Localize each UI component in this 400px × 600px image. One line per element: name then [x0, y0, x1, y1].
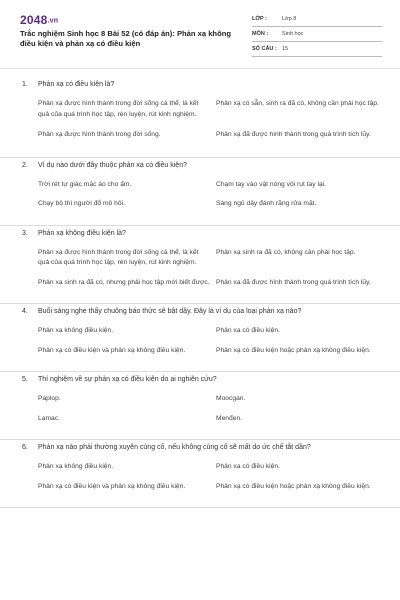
question-text: Phản xạ không điều kiện là?: [38, 229, 126, 237]
meta-row-class: [252, 12, 382, 27]
answer-option[interactable]: Phản xạ không điều kiện.: [38, 327, 114, 334]
answer-option[interactable]: Chạm tay vào vật nóng vội rụt tay lại.: [216, 180, 327, 188]
answer-options: [0, 390, 400, 433]
answer-option[interactable]: Sáng ngủ dậy đánh răng rửa mặt.: [216, 200, 317, 207]
answer-option[interactable]: Phản xạ đã được hình thành trong quá trình tích lũy.: [216, 131, 371, 138]
answer-option[interactable]: Phản xạ có điều kiện.: [216, 327, 280, 334]
question-text: Phản xạ nào phải thường xuyên củng cố, nếu không củng cố sẽ mất do ức chế tắt dần?: [38, 444, 311, 451]
answer-option[interactable]: Phản xạ không điều kiện.: [38, 463, 114, 470]
question-head: [0, 158, 400, 176]
answer-options: [0, 95, 400, 151]
answer-option[interactable]: Phản xạ có điều kiện.: [216, 463, 280, 470]
question-item: [0, 77, 400, 158]
question-item: [0, 226, 400, 305]
meta-key: LỚP :: [252, 16, 267, 22]
answer-option[interactable]: Phản xạ có điều kiện và phản xạ không điều kiện.: [38, 482, 186, 490]
page-title: Trắc nghiệm Sinh học 8 Bài 52 (có đáp án): Phản xạ không điều kiện và phản xạ có điều kiện: [20, 29, 231, 48]
answer-option[interactable]: Phản xạ có sẵn, sinh ra đã có, không cần phải học tập.: [216, 100, 379, 107]
question-number: 4.: [22, 308, 28, 315]
answer-option[interactable]: Chạy bộ thì người đổ mồ hôi.: [38, 200, 125, 207]
meta-value: Sinh học: [282, 31, 304, 37]
meta-row-count: [252, 42, 382, 57]
page-header: [0, 0, 400, 68]
meta-value: 15: [282, 46, 289, 52]
question-number: 1.: [22, 81, 28, 88]
question-head: [0, 304, 400, 322]
answer-option[interactable]: Phản xạ được hình thành trong đời sống.: [38, 131, 161, 138]
question-number: 5.: [22, 376, 28, 383]
question-head: [0, 226, 400, 244]
meta-key: MÔN :: [252, 31, 269, 37]
question-item: [0, 372, 400, 440]
answer-options: [0, 458, 400, 501]
meta-value: Lớp 8: [282, 16, 297, 22]
question-text: Buổi sáng nghe thấy chuông báo thức sẽ bật dậy. Đây là ví dụ của loại phản xạ nào?: [38, 308, 302, 315]
question-number: 3.: [22, 229, 28, 237]
question-item: [0, 304, 400, 372]
question-head: [0, 77, 400, 95]
meta-table: [252, 12, 382, 57]
answer-option[interactable]: Lamac.: [38, 414, 60, 422]
answer-option[interactable]: Phản xạ đã được hình thành trong quá trình tích lũy.: [216, 278, 371, 286]
question-number: 6.: [22, 444, 28, 451]
answer-option[interactable]: Phản xạ có điều kiện và phản xạ không điều kiện.: [38, 346, 186, 354]
answer-options: [0, 244, 400, 298]
answer-option[interactable]: Phản xạ có điều kiện hoặc phản xạ không điều kiện.: [216, 482, 371, 490]
answer-options: [0, 322, 400, 365]
answer-option[interactable]: Phản xạ có điều kiện hoặc phản xạ không điều kiện.: [216, 346, 371, 354]
answer-option[interactable]: Moocgan.: [216, 395, 246, 402]
question-text: Ví dụ nào dưới đây thuộc phản xạ có điều kiện?: [38, 161, 187, 169]
answer-option[interactable]: Phản xạ sinh ra đã có, nhưng phải học tập mới biết được.: [38, 278, 210, 286]
question-list: [0, 77, 400, 508]
question-item: [0, 158, 400, 226]
question-number: 2.: [22, 161, 28, 169]
question-item: [0, 440, 400, 508]
answer-options: [0, 176, 400, 219]
site-logo[interactable]: [20, 13, 58, 27]
question-head: [0, 372, 400, 390]
question-text: Thí nghiệm về sự phản xạ có điều kiện do ai nghiên cứu?: [38, 376, 217, 383]
answer-option[interactable]: Phản xạ được hình thành trong đời sống cá thể, là kết quả của quá trình học tập, rèn luyện, rút kinh nghiệm.: [38, 100, 199, 118]
answer-option[interactable]: Menđen.: [216, 414, 243, 422]
meta-row-subject: [252, 27, 382, 42]
answer-option[interactable]: Paplop.: [38, 395, 61, 402]
question-text: Phản xạ có điều kiện là?: [38, 81, 115, 88]
logo-suffix: .vn: [47, 17, 59, 25]
logo-main: 2048: [20, 13, 48, 27]
answer-option[interactable]: Trời rét tự giác mặc áo cho ấm.: [38, 180, 132, 188]
question-head: [0, 440, 400, 458]
answer-option[interactable]: Phản xạ sinh ra đã có, không cần phải học tập.: [216, 248, 356, 256]
answer-option[interactable]: Phản xạ được hình thành trong đời sống cá thể, là kết quả của quá trình học tập, rèn luyện, rút kinh nghiệm.: [38, 248, 199, 266]
header-divider: [0, 68, 400, 69]
meta-key: SỐ CÂU :: [252, 46, 277, 52]
